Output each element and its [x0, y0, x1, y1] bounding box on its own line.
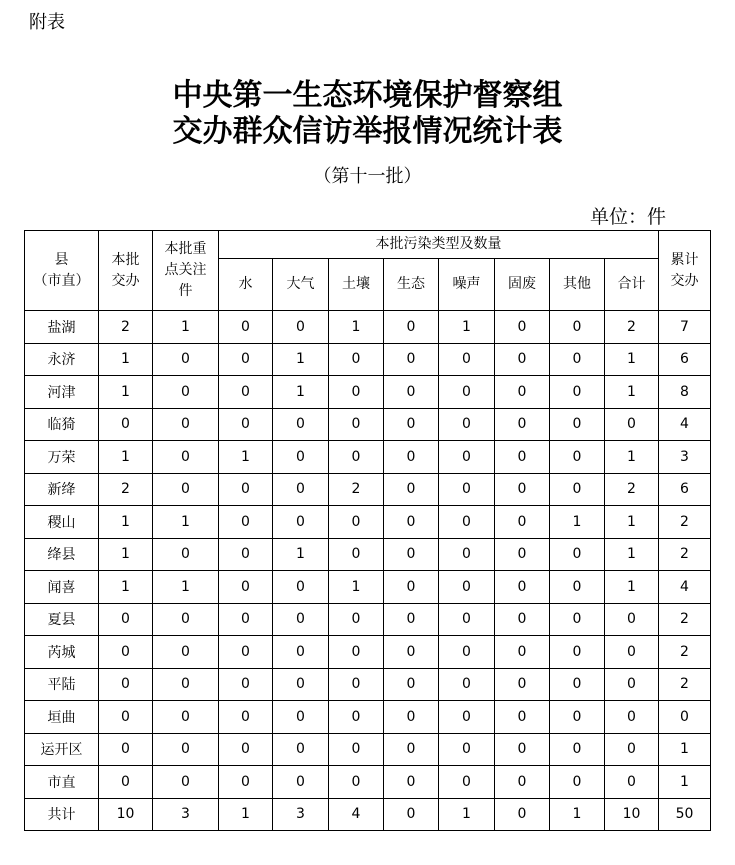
cell-other: 0	[550, 701, 605, 734]
cell-cumulative: 2	[659, 603, 711, 636]
cell-other: 1	[550, 506, 605, 539]
cell-total: 1	[605, 538, 659, 571]
cell-water: 0	[219, 701, 273, 734]
cell-total: 10	[605, 798, 659, 831]
cell-ecology: 0	[384, 603, 439, 636]
cell-county: 绛县	[25, 538, 99, 571]
cell-solid-waste: 0	[495, 506, 550, 539]
cell-water: 0	[219, 376, 273, 409]
table-row	[25, 343, 711, 376]
statistics-table	[24, 230, 711, 831]
cell-ecology: 0	[384, 538, 439, 571]
cell-county: 市直	[25, 766, 99, 799]
cell-noise: 0	[439, 733, 495, 766]
header-type-water: 水	[219, 259, 273, 311]
cell-batch: 0	[99, 636, 153, 669]
cell-batch: 2	[99, 473, 153, 506]
cell-key-concern: 0	[153, 408, 219, 441]
cell-soil: 4	[329, 798, 384, 831]
cell-noise: 0	[439, 441, 495, 474]
cell-noise: 0	[439, 343, 495, 376]
cell-ecology: 0	[384, 506, 439, 539]
cell-key-concern: 0	[153, 766, 219, 799]
cell-ecology: 0	[384, 376, 439, 409]
table-row	[25, 376, 711, 409]
cell-total: 0	[605, 636, 659, 669]
cell-other: 1	[550, 798, 605, 831]
cell-water: 0	[219, 473, 273, 506]
cell-water: 0	[219, 636, 273, 669]
cell-key-concern: 0	[153, 473, 219, 506]
cell-soil: 1	[329, 571, 384, 604]
cell-other: 0	[550, 473, 605, 506]
cell-soil: 2	[329, 473, 384, 506]
table-row	[25, 766, 711, 799]
cell-ecology: 0	[384, 571, 439, 604]
cell-solid-waste: 0	[495, 603, 550, 636]
cell-cumulative: 1	[659, 766, 711, 799]
cell-batch: 0	[99, 766, 153, 799]
header-cumulative	[659, 231, 711, 311]
cell-air: 0	[273, 766, 329, 799]
cell-air: 0	[273, 603, 329, 636]
header-key-concern	[153, 231, 219, 311]
cell-cumulative: 2	[659, 636, 711, 669]
cell-county: 闻喜	[25, 571, 99, 604]
cell-noise: 0	[439, 766, 495, 799]
cell-key-concern: 0	[153, 376, 219, 409]
cell-ecology: 0	[384, 701, 439, 734]
cell-key-concern: 0	[153, 733, 219, 766]
cell-air: 0	[273, 506, 329, 539]
header-batch-line2: 交办	[111, 272, 140, 289]
header-county-line2: （市直）	[33, 272, 90, 289]
cell-soil: 0	[329, 506, 384, 539]
cell-solid-waste: 0	[495, 668, 550, 701]
cell-soil: 0	[329, 441, 384, 474]
cell-air: 0	[273, 571, 329, 604]
cell-solid-waste: 0	[495, 441, 550, 474]
cell-air: 0	[273, 311, 329, 344]
cell-cumulative: 6	[659, 343, 711, 376]
cell-noise: 0	[439, 408, 495, 441]
cell-other: 0	[550, 441, 605, 474]
cell-ecology: 0	[384, 636, 439, 669]
cell-water: 0	[219, 408, 273, 441]
cell-other: 0	[550, 636, 605, 669]
header-county-line1: 县	[54, 251, 69, 268]
cell-solid-waste: 0	[495, 733, 550, 766]
table-row	[25, 668, 711, 701]
cell-other: 0	[550, 733, 605, 766]
cell-air: 1	[273, 376, 329, 409]
header-pollution-types-group: 本批污染类型及数量	[219, 231, 659, 259]
cell-noise: 0	[439, 571, 495, 604]
cell-total: 0	[605, 701, 659, 734]
table-row	[25, 538, 711, 571]
cell-ecology: 0	[384, 798, 439, 831]
cell-soil: 0	[329, 538, 384, 571]
cell-water: 1	[219, 441, 273, 474]
cell-noise: 0	[439, 376, 495, 409]
cell-total: 1	[605, 343, 659, 376]
cell-batch: 0	[99, 408, 153, 441]
cell-key-concern: 0	[153, 603, 219, 636]
cell-key-concern: 0	[153, 441, 219, 474]
cell-batch: 0	[99, 603, 153, 636]
header-batch	[99, 231, 153, 311]
header-type-ecology: 生态	[384, 259, 439, 311]
table-row	[25, 636, 711, 669]
cell-cumulative: 8	[659, 376, 711, 409]
cell-soil: 1	[329, 311, 384, 344]
cell-air: 0	[273, 408, 329, 441]
cell-water: 0	[219, 571, 273, 604]
table-row	[25, 701, 711, 734]
table-row	[25, 506, 711, 539]
cell-air: 0	[273, 473, 329, 506]
cell-ecology: 0	[384, 441, 439, 474]
cell-soil: 0	[329, 766, 384, 799]
cell-key-concern: 1	[153, 311, 219, 344]
header-key-line3: 件	[178, 283, 193, 299]
cell-key-concern: 1	[153, 571, 219, 604]
table-row	[25, 798, 711, 831]
cell-total: 2	[605, 311, 659, 344]
cell-total: 0	[605, 668, 659, 701]
cell-total: 0	[605, 733, 659, 766]
header-type-solid-waste: 固废	[495, 259, 550, 311]
cell-county: 运开区	[25, 733, 99, 766]
cell-noise: 1	[439, 798, 495, 831]
cell-county: 临猗	[25, 408, 99, 441]
header-key-line1: 本批重	[164, 241, 207, 257]
cell-noise: 1	[439, 311, 495, 344]
cell-batch: 1	[99, 506, 153, 539]
cell-noise: 0	[439, 506, 495, 539]
cell-cumulative: 4	[659, 571, 711, 604]
cell-air: 0	[273, 636, 329, 669]
cell-solid-waste: 0	[495, 798, 550, 831]
cell-water: 1	[219, 798, 273, 831]
cell-batch: 1	[99, 376, 153, 409]
cell-key-concern: 0	[153, 343, 219, 376]
cell-air: 1	[273, 343, 329, 376]
cell-noise: 0	[439, 473, 495, 506]
cell-batch: 1	[99, 538, 153, 571]
cell-county: 新绛	[25, 473, 99, 506]
cell-soil: 0	[329, 636, 384, 669]
cell-total: 0	[605, 408, 659, 441]
unit-label: 单位：件	[590, 206, 667, 228]
appendix-label: 附表	[29, 12, 65, 33]
cell-cumulative: 2	[659, 538, 711, 571]
cell-county: 稷山	[25, 506, 99, 539]
cell-county: 万荣	[25, 441, 99, 474]
cell-key-concern: 0	[153, 538, 219, 571]
cell-water: 0	[219, 766, 273, 799]
cell-noise: 0	[439, 603, 495, 636]
cell-county: 永济	[25, 343, 99, 376]
cell-key-concern: 3	[153, 798, 219, 831]
cell-water: 0	[219, 311, 273, 344]
cell-batch: 0	[99, 701, 153, 734]
header-type-other: 其他	[550, 259, 605, 311]
cell-cumulative: 2	[659, 668, 711, 701]
cell-soil: 0	[329, 733, 384, 766]
table-row	[25, 311, 711, 344]
cell-solid-waste: 0	[495, 408, 550, 441]
cell-key-concern: 0	[153, 668, 219, 701]
cell-key-concern: 0	[153, 636, 219, 669]
cell-air: 0	[273, 733, 329, 766]
cell-cumulative: 6	[659, 473, 711, 506]
cell-ecology: 0	[384, 733, 439, 766]
cell-county: 平陆	[25, 668, 99, 701]
header-cum-line1: 累计	[670, 251, 699, 268]
cell-solid-waste: 0	[495, 538, 550, 571]
cell-other: 0	[550, 343, 605, 376]
cell-ecology: 0	[384, 766, 439, 799]
cell-batch: 2	[99, 311, 153, 344]
cell-batch: 10	[99, 798, 153, 831]
cell-other: 0	[550, 408, 605, 441]
cell-solid-waste: 0	[495, 701, 550, 734]
cell-county: 夏县	[25, 603, 99, 636]
header-type-total: 合计	[605, 259, 659, 311]
cell-solid-waste: 0	[495, 473, 550, 506]
cell-other: 0	[550, 538, 605, 571]
cell-water: 0	[219, 343, 273, 376]
cell-ecology: 0	[384, 311, 439, 344]
cell-total: 1	[605, 441, 659, 474]
cell-other: 0	[550, 603, 605, 636]
cell-soil: 0	[329, 603, 384, 636]
header-cum-line2: 交办	[670, 272, 699, 289]
cell-cumulative: 1	[659, 733, 711, 766]
title-line-2: 交办群众信访举报情况统计表	[172, 114, 563, 149]
cell-key-concern: 0	[153, 701, 219, 734]
cell-soil: 0	[329, 408, 384, 441]
header-type-soil: 土壤	[329, 259, 384, 311]
cell-other: 0	[550, 311, 605, 344]
cell-key-concern: 1	[153, 506, 219, 539]
table-row	[25, 441, 711, 474]
cell-water: 0	[219, 733, 273, 766]
cell-cumulative: 0	[659, 701, 711, 734]
cell-total: 1	[605, 571, 659, 604]
cell-solid-waste: 0	[495, 311, 550, 344]
header-type-noise: 噪声	[439, 259, 495, 311]
cell-county: 共计	[25, 798, 99, 831]
cell-cumulative: 3	[659, 441, 711, 474]
table-row	[25, 733, 711, 766]
cell-ecology: 0	[384, 668, 439, 701]
cell-cumulative: 2	[659, 506, 711, 539]
cell-soil: 0	[329, 668, 384, 701]
cell-county: 垣曲	[25, 701, 99, 734]
cell-other: 0	[550, 571, 605, 604]
cell-batch: 1	[99, 571, 153, 604]
cell-soil: 0	[329, 701, 384, 734]
cell-solid-waste: 0	[495, 766, 550, 799]
table-row	[25, 408, 711, 441]
cell-solid-waste: 0	[495, 636, 550, 669]
cell-other: 0	[550, 766, 605, 799]
cell-air: 0	[273, 701, 329, 734]
cell-solid-waste: 0	[495, 343, 550, 376]
cell-cumulative: 7	[659, 311, 711, 344]
cell-batch: 1	[99, 343, 153, 376]
cell-county: 芮城	[25, 636, 99, 669]
cell-noise: 0	[439, 538, 495, 571]
cell-water: 0	[219, 538, 273, 571]
title-line-1: 中央第一生态环境保护督察组	[172, 78, 563, 113]
cell-batch: 0	[99, 733, 153, 766]
cell-ecology: 0	[384, 473, 439, 506]
cell-batch: 1	[99, 441, 153, 474]
cell-other: 0	[550, 668, 605, 701]
cell-cumulative: 50	[659, 798, 711, 831]
table-row	[25, 571, 711, 604]
header-county	[25, 231, 99, 311]
header-key-line2: 点关注	[164, 262, 207, 278]
cell-air: 3	[273, 798, 329, 831]
cell-water: 0	[219, 603, 273, 636]
cell-total: 1	[605, 376, 659, 409]
cell-soil: 0	[329, 376, 384, 409]
table-row	[25, 473, 711, 506]
cell-noise: 0	[439, 668, 495, 701]
cell-total: 0	[605, 603, 659, 636]
cell-cumulative: 4	[659, 408, 711, 441]
header-type-air: 大气	[273, 259, 329, 311]
cell-county: 盐湖	[25, 311, 99, 344]
cell-soil: 0	[329, 343, 384, 376]
cell-air: 1	[273, 538, 329, 571]
cell-total: 0	[605, 766, 659, 799]
cell-batch: 0	[99, 668, 153, 701]
cell-ecology: 0	[384, 343, 439, 376]
batch-number: （第十一批）	[313, 166, 422, 187]
cell-air: 0	[273, 668, 329, 701]
cell-water: 0	[219, 668, 273, 701]
cell-noise: 0	[439, 636, 495, 669]
header-batch-line1: 本批	[111, 251, 140, 268]
table-row	[25, 603, 711, 636]
cell-water: 0	[219, 506, 273, 539]
cell-total: 1	[605, 506, 659, 539]
cell-total: 2	[605, 473, 659, 506]
cell-ecology: 0	[384, 408, 439, 441]
cell-other: 0	[550, 376, 605, 409]
cell-county: 河津	[25, 376, 99, 409]
cell-solid-waste: 0	[495, 571, 550, 604]
cell-air: 0	[273, 441, 329, 474]
table-body	[25, 311, 711, 831]
cell-noise: 0	[439, 701, 495, 734]
cell-solid-waste: 0	[495, 376, 550, 409]
